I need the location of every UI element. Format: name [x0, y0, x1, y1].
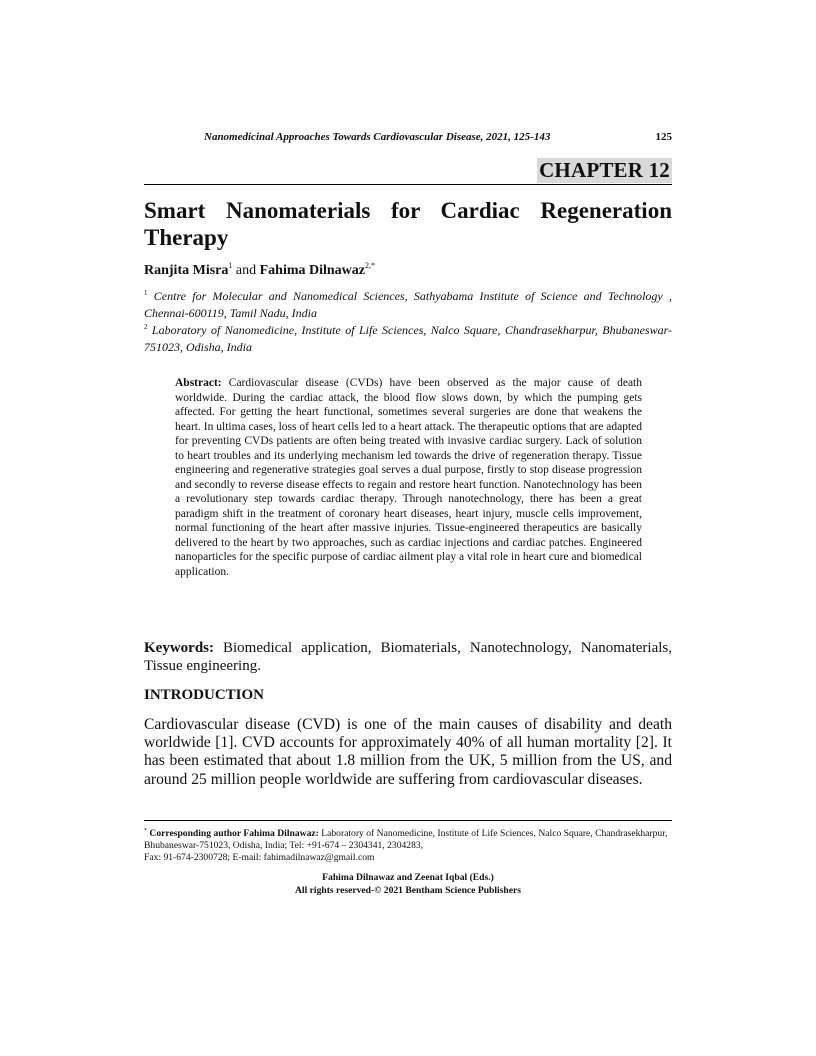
- publisher-info: [144, 872, 672, 897]
- author-1: Ranjita Misra: [144, 263, 229, 278]
- editors-line: Fahima Dilnawaz and Zeenat Iqbal (Eds.): [322, 872, 494, 883]
- affiliation-1-marker: 1: [144, 289, 148, 297]
- journal-title: Nanomedicinal Approaches Towards Cardiovascular Disease: [204, 131, 481, 143]
- author-1-affiliation: 1: [228, 261, 233, 270]
- keywords-text: Biomedical application, Biomaterials, Nanotechnology, Nanomaterials, Tissue engineering.: [144, 640, 672, 674]
- rights-line: All rights reserved-© 2021 Bentham Science Publishers: [294, 884, 522, 896]
- abstract: [175, 376, 642, 579]
- author-conjunction: and: [232, 263, 260, 278]
- authors: [144, 261, 375, 279]
- abstract-text: Cardiovascular disease (CVDs) have been observed as the major cause of death worldwide. During the cardiac attack, the blood flow slows down, by which the pumping gets affected. For getting the heart functional, sometimes several surgeries are done that weakens the heart. In ultima cases, loss of heart cells led to a heart attack. The therapeutic options that are adapted for preventing CVDs patients are often being treated with invasive cardiac surgery. Lack of solution to heart troubles and its underlying mechanism led towards the drive of regeneration therapy. Tissue engineering and regenerative strategies goal serves a dual purpose, firstly to stop disease progression and secondly to reverse disease effects to regain and restore heart function. Nanotechnology has been a revolutionary step towards cardiac therapy. Through nanotechnology, there has been a great paradigm shift in the treatment of coronary heart diseases, heart injury, muscle cells improvement, normal functioning of the heart after massive injuries. Tissue-engineered therapeutics are basically delivered to the heart by two approaches, such as cardiac injections and cardiac patches. Engineered nanoparticles for the specific purpose of cardiac ailment play a vital role in heart cure and biomedical application.: [175, 377, 642, 578]
- introduction-paragraph: Cardiovascular disease (CVD) is one of the main causes of disability and death worldwide [1]. CVD accounts for approximately 40% of all human mortality [2]. It has been estimated that about 1.8 million from the UK, 5 million from the US, and around 25 million people worldwide are suffering from cardiovascular diseases.: [144, 716, 672, 788]
- running-head: [204, 131, 672, 143]
- footnote-contact: Fax: 91-674-2300728; E-mail: fahimadilnawaz@gmail.com: [144, 852, 375, 864]
- abstract-label: Abstract:: [175, 377, 222, 389]
- affiliation-2: [144, 319, 672, 356]
- affiliation-2-marker: 2: [144, 323, 148, 331]
- chapter-label: CHAPTER 12: [539, 158, 670, 182]
- page-number: 125: [655, 131, 672, 143]
- keywords: [144, 639, 672, 675]
- chapter-title: Smart Nanomaterials for Cardiac Regeneration Therapy: [144, 198, 672, 250]
- chapter-header: [144, 158, 672, 185]
- affiliation-1: [144, 285, 672, 322]
- corresponding-author-footnote: [144, 825, 672, 865]
- footnote-marker: *: [144, 828, 147, 834]
- footnote-text: Laboratory of Nanomedicine, Institute of Life Sciences, Nalco Square, Chandrasekharpur, Bhubaneswar-751023, Odisha, India; Tel: +91-674 – 2304341, 2304283,: [144, 828, 668, 852]
- keywords-label: Keywords:: [144, 640, 214, 656]
- author-2: Fahima Dilnawaz: [259, 263, 365, 278]
- affiliation-2-text: Laboratory of Nanomedicine, Institute of Life Sciences, Nalco Square, Chandrasekharpur, Bhubaneswar-751023, Odisha, India: [144, 323, 672, 354]
- affiliation-1-text: Centre for Molecular and Nanomedical Sciences, Sathyabama Institute of Science and Technology , Chennai-600119, Tamil Nadu, India: [144, 289, 673, 320]
- footnote-divider: [144, 820, 672, 821]
- introduction-heading: INTRODUCTION: [144, 687, 265, 703]
- author-2-affiliation: 2,*: [365, 261, 375, 270]
- journal-details: , 2021, 125-143: [480, 131, 551, 143]
- footnote-label: Corresponding author Fahima Dilnawaz:: [147, 828, 319, 839]
